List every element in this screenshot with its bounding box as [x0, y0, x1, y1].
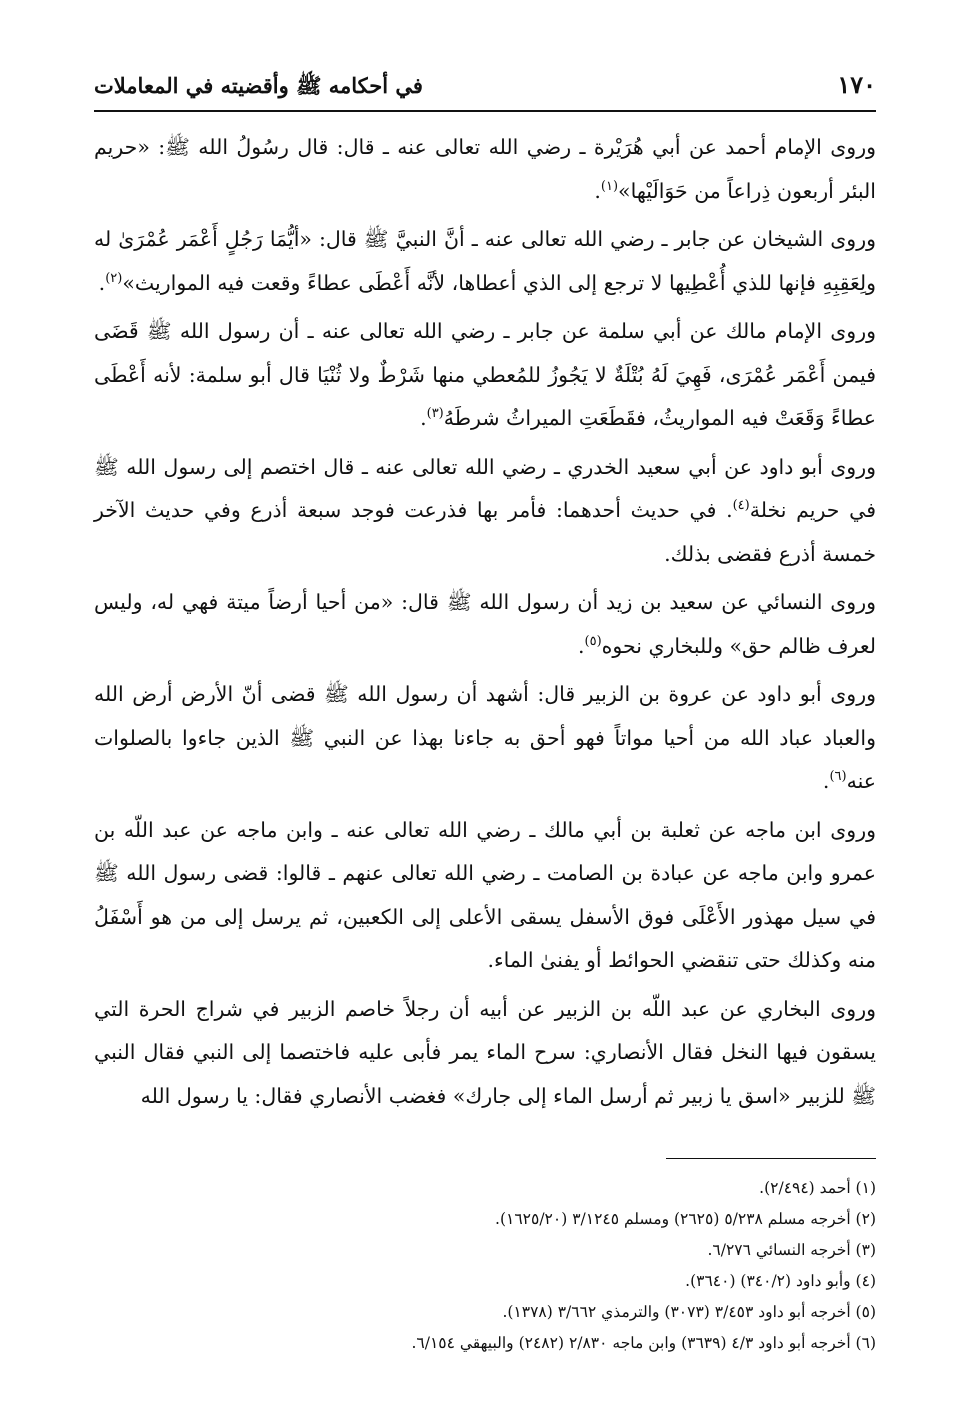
footnote-ref: (٣): [426, 406, 444, 422]
paragraph: وروى الشيخان عن جابر ـ رضي الله تعالى عنه ـ أنَّ النبيَّ ﷺ قال: «أيُّمَا رَجُلٍ أَعْمَر عُمْرَىٰ له ولِعَقِبِهِ فإنها للذي أُعْطِيها لا ترجع إلى الذي أعطاها، لأنَّه أَعْطَى عطاءً وقعت فيه المواريث»$^{(٢)}$.: [94, 227, 876, 295]
footnote-ref: (٢): [105, 270, 123, 286]
paragraph: وروى أبو داود عن عروة بن الزبير قال: أشهد أن رسول الله ﷺ قضى أنّ الأرض أرض الله والعباد عباد الله من أحيا مواتاً فهو أحق به جاءنا بهذا عن النبي ﷺ الذين جاءوا بالصلوات عنه$^{(٦)}$.: [94, 682, 876, 793]
footnote: (١) أحمد (٢/٤٩٤).: [759, 1179, 876, 1197]
footnotes: [94, 1173, 876, 1359]
paragraph: وروى النسائي عن سعيد بن زيد أن رسول الله ﷺ قال: «من أحيا أرضاً ميتة فهي له، وليس لعرف ظالم حق» وللبخاري نحوه$^{(٥)}$.: [94, 590, 876, 658]
footnote-ref: (١): [600, 178, 619, 194]
footnote-ref: (٦): [829, 769, 847, 785]
footnote: (٤) وأبو داود (٣٤٠/٢) (٣٦٤٠).: [685, 1272, 876, 1290]
paragraph: وروى الإمام أحمد عن أبي هُرَيْرة ـ رضي الله تعالى عنه ـ قال: قال رسُولُ الله ﷺ: «حريم البئر أربعون ذِراعاً من حَوَالَيْها»$^{(١)}$.: [94, 135, 876, 203]
footnote: (٦) أخرجه أبو داود ٤/٣ (٣٦٣٩) وابن ماجه ٢/٨٣٠ (٢٤٨٢) والبيهقي ٦/١٥٤.: [411, 1334, 876, 1352]
running-header: [94, 70, 876, 112]
footnote: (٥) أخرجه أبو داود ٣/٤٥٣ (٣٠٧٣) والترمذي ٣/٦٦٢ (١٣٧٨).: [502, 1303, 876, 1321]
page-number: ١٧٠: [837, 70, 876, 99]
footnote: (٢) أخرجه مسلم ٥/٢٣٨ (٢٦٢٥) ومسلم ٣/١٢٤٥ (١٦٢٥/٢٠).: [495, 1210, 876, 1228]
paragraph: وروى البخاري عن عبد اللّه بن الزبير عن أبيه أن رجلاً خاصم الزبير في شراج الحرة التي يسقون فيها النخل فقال الأنصاري: سرح الماء يمر فأبى عليه فاختصما إلى النبي فقال النبي ﷺ للزبير «اسق يا زبير ثم أرسل الماء إلى جارك» فغضب الأنصاري فقال: يا رسول الله: [94, 996, 876, 1108]
paragraph: وروى أبو داود عن أبي سعيد الخدري ـ رضي الله تعالى عنه ـ قال اختصم إلى رسول الله ﷺ في حريم نخلة$^{(٤)}$. في حديث أحدهما: فأمر بها فذرعت فوجد سبعة أذرع وفي حديث الآخر خمسة أذرع فقضى بذلك.: [94, 454, 876, 566]
footnote-ref: (٥): [584, 633, 602, 649]
footnote-divider: [666, 1158, 876, 1159]
paragraph: وروى الإمام مالك عن أبي سلمة عن جابر ـ رضي الله تعالى عنه ـ أن رسول الله ﷺ قَضَى فيمن أَعْمَر عُمْرَى، فَهِيَ لَهُ بُتْلَةٌ لا يَجُوزُ للمُعطي منها شَرْطٌ ولا ثُنْيَا قال أبو سلمة: لأنه أَعْطَى عطاءً وَقَعَتْ فيه المواريثُ، فقَطَعَتِ الميراثُ شرطَهُ$^{(٣)}$.: [94, 319, 876, 430]
body-text: [94, 126, 876, 1118]
footnote: (٣) أخرجه النسائي ٦/٢٧٦.: [707, 1241, 876, 1259]
paragraph: وروى ابن ماجه عن ثعلبة بن أبي مالك ـ رضي الله تعالى عنه ـ وابن ماجه عن عبد اللّه بن عمرو وابن ماجه عن عبادة بن الصامت ـ رضي الله تعالى عنهم ـ قالوا: قضى رسول الله ﷺ في سيل مهذور الأَعْلَى فوق الأسفل يسقى الأعلى إلى الكعبين، ثم يرسل إلى من هو أَسْفَلُ منه وكذلك حتى تنقضي الحوائط أو يفنىٰ الماء.: [94, 817, 876, 972]
running-title: في أحكامه ﷺ وأقضيته في المعاملات: [94, 73, 423, 98]
footnote-ref: (٤): [732, 498, 750, 514]
